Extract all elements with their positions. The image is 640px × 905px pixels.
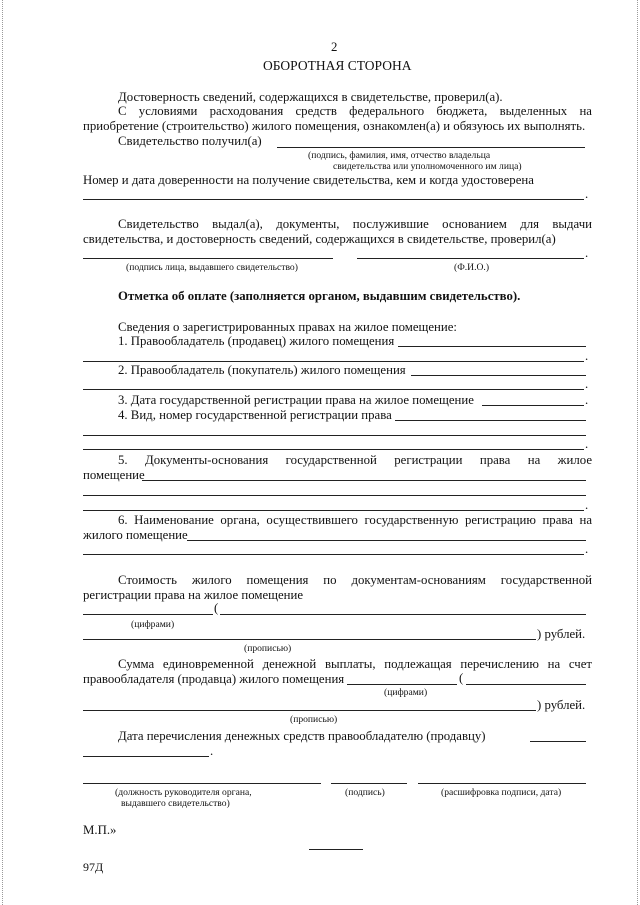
lump-sum-line2: правообладателя (продавца) жилого помещения — [83, 672, 345, 686]
rights-item-5-line1: 5. Документы-основания государственной регистрации права на жилое — [118, 453, 592, 467]
item1-line-b[interactable] — [83, 361, 584, 362]
position-line[interactable] — [83, 783, 321, 784]
item4-line-a[interactable] — [395, 420, 586, 421]
proxy-label: Номер и дата доверенности на получение свидетельства, кем и когда удостоверена — [83, 173, 534, 187]
received-hint-2: свидетельства или уполномоченного им лица) — [333, 161, 522, 172]
cost-words-hint: (прописью) — [244, 643, 292, 654]
rights-item-5-line2: помещение — [83, 468, 145, 482]
item2-dot: . — [585, 377, 589, 391]
item6-line-b[interactable] — [83, 554, 584, 555]
signature-hint: (подпись) — [345, 787, 385, 798]
item5-line-b[interactable] — [83, 495, 586, 496]
item6-dot: . — [585, 542, 589, 556]
received-line[interactable] — [277, 147, 585, 148]
issued-line2: свидетельства, и достоверность сведений, содержащихся в свидетельстве, проверил(а) — [83, 232, 556, 246]
scan-edge-right — [634, 0, 638, 905]
decode-hint: (расшифровка подписи, дата) — [441, 787, 562, 798]
lump-words-hint: (прописью) — [290, 714, 338, 725]
received-label: Свидетельство получил(а) — [118, 134, 262, 148]
lump-words-line-a[interactable] — [466, 684, 586, 685]
item4-line-b[interactable] — [83, 435, 586, 436]
verification-line3: приобретение (строительство) жилого помещения, ознакомлен(а) и обязуюсь их выполнять. — [83, 119, 586, 133]
rights-intro: Сведения о зарегистрированных правах на жилое помещение: — [118, 320, 457, 334]
page-number: 2 — [331, 40, 338, 54]
proxy-line[interactable] — [83, 199, 584, 200]
footer-code: 97Д — [83, 860, 104, 874]
position-hint-2: выдавшего свидетельство) — [121, 798, 230, 809]
cost-words-line-a[interactable] — [220, 614, 586, 615]
item2-line-a[interactable] — [411, 375, 586, 376]
lump-open-paren: ( — [459, 671, 464, 685]
item5-line-a[interactable] — [142, 480, 586, 481]
issued-fio-hint: (Ф.И.О.) — [454, 262, 490, 273]
rights-item-1: 1. Правообладатель (продавец) жилого помещения — [118, 334, 395, 348]
lump-digits-line[interactable] — [347, 684, 457, 685]
issued-dot: . — [585, 246, 589, 260]
verification-line1: Достоверность сведений, содержащихся в свидетельстве, проверил(а). — [118, 90, 503, 104]
lump-digits-hint: (цифрами) — [384, 687, 428, 698]
cost-digits-line[interactable] — [83, 614, 213, 615]
proxy-dot: . — [585, 187, 589, 201]
verification-line2: С условиями расходования средств федерального бюджета, выделенных на — [118, 104, 592, 118]
cost-rub-suffix: ) рублей. — [537, 627, 586, 641]
item6-line-a[interactable] — [187, 540, 586, 541]
stamp-mark: М.П.» — [83, 823, 117, 837]
signature-line[interactable] — [331, 783, 407, 784]
lump-words-line-b[interactable] — [83, 710, 536, 711]
transfer-date-line-b[interactable] — [83, 756, 209, 757]
rights-item-2: 2. Правообладатель (покупатель) жилого помещения — [118, 363, 406, 377]
item1-dot: . — [585, 349, 589, 363]
end-separator-line — [309, 849, 363, 850]
cost-open-paren: ( — [214, 601, 219, 615]
issued-fio-line[interactable] — [357, 258, 584, 259]
cost-digits-hint: (цифрами) — [131, 619, 175, 630]
cost-line1: Стоимость жилого помещения по документам-основаниям государственной — [118, 573, 592, 587]
item2-line-b[interactable] — [83, 389, 584, 390]
scan-edge-left — [2, 0, 6, 905]
transfer-date-line-a[interactable] — [530, 741, 586, 742]
lump-sum-line1: Сумма единовременной денежной выплаты, подлежащая перечислению на счет — [118, 657, 592, 671]
item4-dot: . — [585, 437, 589, 451]
lump-rub-suffix: ) рублей. — [537, 698, 586, 712]
page-title: ОБОРОТНАЯ СТОРОНА — [263, 58, 412, 73]
rights-item-4: 4. Вид, номер государственной регистрации права — [118, 408, 392, 422]
cost-words-line-b[interactable] — [83, 639, 536, 640]
payment-heading: Отметка об оплате (заполняется органом, выдавшим свидетельство). — [118, 289, 521, 303]
decode-line[interactable] — [418, 783, 586, 784]
rights-item-3: 3. Дата государственной регистрации права на жилое помещение — [118, 393, 474, 407]
position-hint-1: (должность руководителя органа, — [115, 787, 252, 798]
issued-sign-hint: (подпись лица, выдавшего свидетельство) — [126, 262, 298, 273]
rights-item-6-line2: жилого помещение — [83, 528, 188, 542]
item1-line-a[interactable] — [398, 346, 586, 347]
item4-line-c[interactable] — [83, 449, 584, 450]
cost-line2: регистрации права на жилое помещение — [83, 588, 304, 602]
item5-line-c[interactable] — [83, 510, 584, 511]
transfer-date-dot: . — [210, 744, 214, 758]
item3-dot: . — [585, 393, 589, 407]
transfer-date-label: Дата перечисления денежных средств правообладателю (продавцу) — [118, 729, 486, 743]
issued-sign-line[interactable] — [83, 258, 333, 259]
item5-dot: . — [585, 498, 589, 512]
item3-line[interactable] — [482, 405, 584, 406]
issued-line1: Свидетельство выдал(а), документы, послужившие основанием для выдачи — [118, 217, 592, 231]
rights-item-6-line1: 6. Наименование органа, осуществившего государственную регистрацию права на — [118, 513, 592, 527]
received-hint-1: (подпись, фамилия, имя, отчество владельца — [308, 150, 491, 161]
